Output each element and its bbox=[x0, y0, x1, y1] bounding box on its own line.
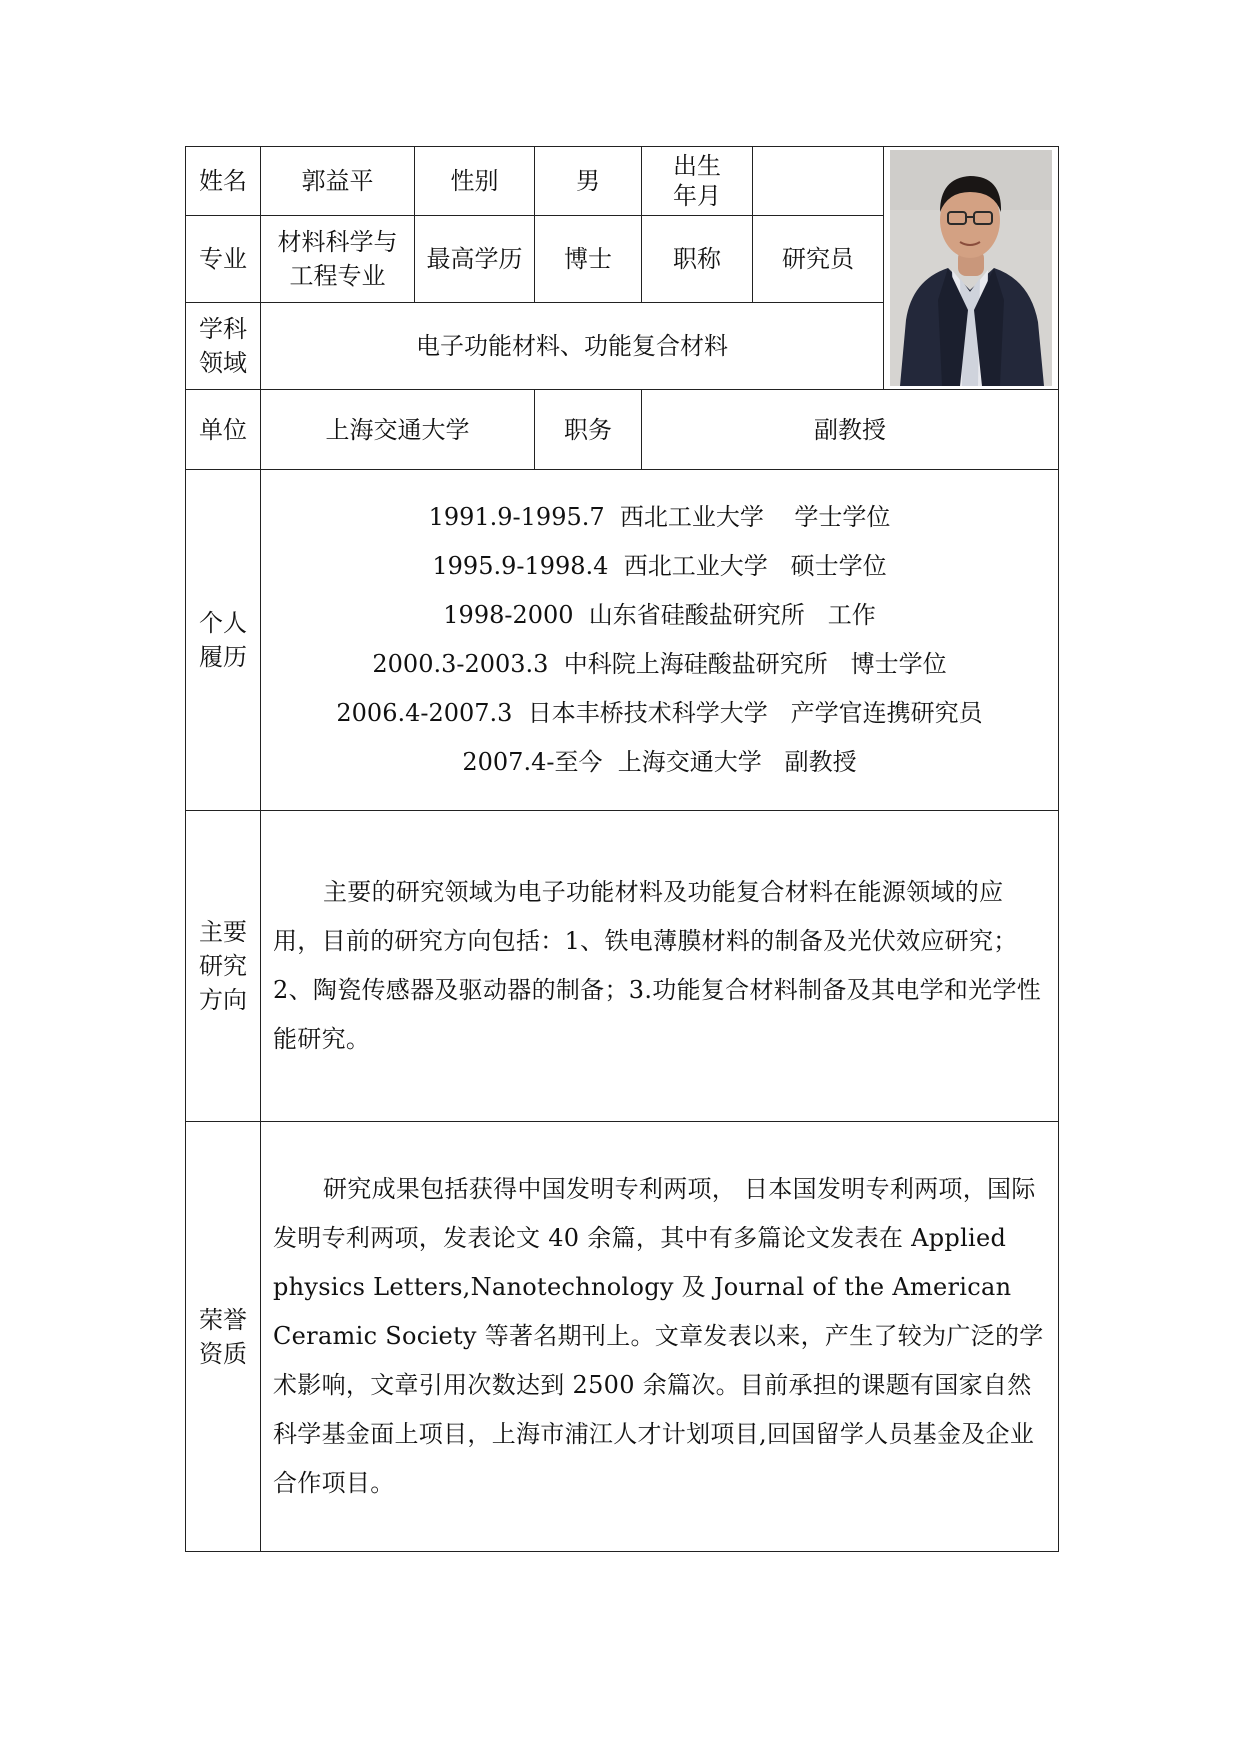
history-list bbox=[261, 470, 1059, 811]
unit-value: 上海交通大学 bbox=[261, 390, 535, 470]
name-value: 郭益平 bbox=[261, 147, 415, 216]
field-label-text: 学科领域 bbox=[199, 315, 247, 377]
photo-cell bbox=[884, 147, 1059, 390]
birth-value bbox=[753, 147, 884, 216]
history-item: 2007.4-至今 上海交通大学 副教授 bbox=[462, 748, 857, 776]
unit-label: 单位 bbox=[186, 390, 261, 470]
title-label: 职称 bbox=[642, 216, 753, 303]
degree-label bbox=[415, 216, 535, 303]
profile-photo bbox=[890, 150, 1052, 386]
history-label-text: 个人履历 bbox=[199, 609, 247, 671]
degree-label-text: 最高学历 bbox=[426, 245, 523, 273]
history-item: 2006.4-2007.3 日本丰桥技术科学大学 产学官连携研究员 bbox=[336, 699, 983, 727]
history-item: 2000.3-2003.3 中科院上海硅酸盐研究所 博士学位 bbox=[372, 650, 947, 678]
honors-label bbox=[186, 1122, 261, 1552]
honors-cell bbox=[261, 1122, 1059, 1552]
position-value: 副教授 bbox=[642, 390, 1059, 470]
title-value: 研究员 bbox=[753, 216, 884, 303]
gender-label: 性别 bbox=[415, 147, 535, 216]
history-item: 1998-2000 山东省硅酸盐研究所 工作 bbox=[443, 601, 876, 629]
major-value-text: 材料科学与工程专业 bbox=[277, 228, 398, 290]
history-item: 1995.9-1998.4 西北工业大学 硕士学位 bbox=[432, 552, 887, 580]
history-item: 1991.9-1995.7 西北工业大学 学士学位 bbox=[428, 503, 891, 531]
major-label: 专业 bbox=[186, 216, 261, 303]
degree-value: 博士 bbox=[535, 216, 642, 303]
major-value bbox=[261, 216, 415, 303]
field-label bbox=[186, 303, 261, 390]
profile-table bbox=[185, 146, 1059, 1552]
research-label-text: 主要研究方向 bbox=[199, 918, 247, 1014]
research-cell bbox=[261, 811, 1059, 1122]
honors-label-text: 荣誉资质 bbox=[199, 1305, 247, 1368]
field-value: 电子功能材料、功能复合材料 bbox=[261, 303, 884, 390]
birth-label-text: 出生年月 bbox=[673, 152, 721, 210]
position-label: 职务 bbox=[535, 390, 642, 470]
history-label bbox=[186, 470, 261, 811]
research-text: 主要的研究领域为电子功能材料及功能复合材料在能源领域的应用，目前的研究方向包括：1、铁电薄膜材料的制备及光伏效应研究；2、陶瓷传感器及驱动器的制备；3.功能复合材料制备及其电学和光学性能研究。 bbox=[273, 878, 1042, 1053]
gender-value: 男 bbox=[535, 147, 642, 216]
birth-label bbox=[642, 147, 753, 216]
name-label: 姓名 bbox=[186, 147, 261, 216]
research-label bbox=[186, 811, 261, 1122]
honors-text: 研究成果包括获得中国发明专利两项， 日本国发明专利两项，国际发明专利两项，发表论文 40 余篇，其中有多篇论文发表在 Applied physics Letters,Nanotechnology 及 Journal of the American Ceramic Society 等著名期刊上。文章发表以来，产生了较为广泛的学术影响，文章引用次数达到 2500 余篇次。目前承担的课题有国家自然科学基金面上项目，上海市浦江人才计划项目,回国留学人员基金及企业合作项目。 bbox=[273, 1175, 1044, 1497]
